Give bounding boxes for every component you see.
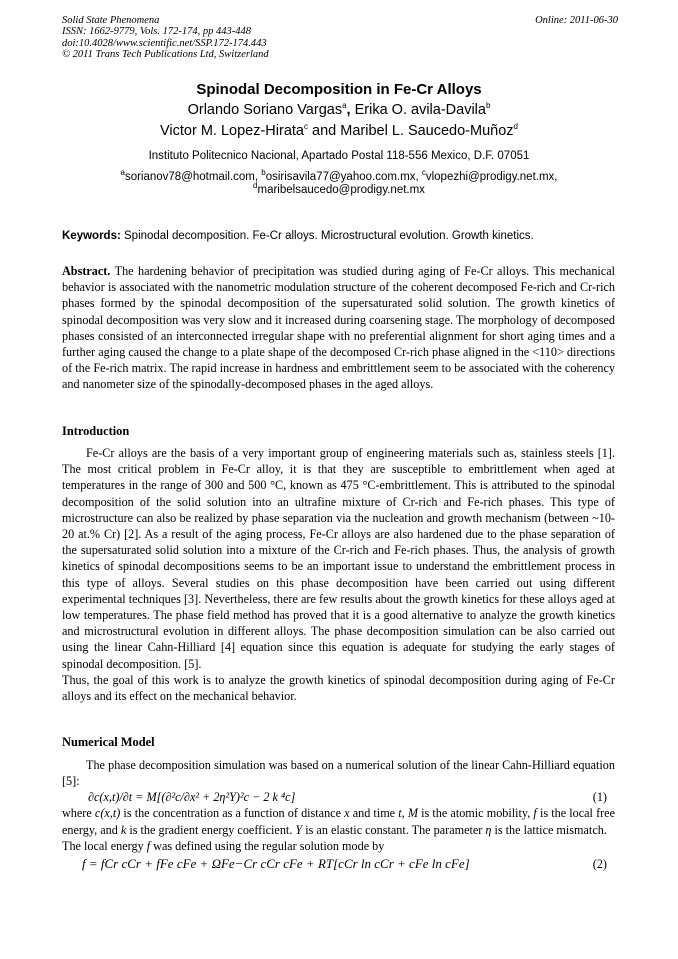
keywords-label: Keywords: [62,230,121,242]
introduction-body [62,445,615,704]
issn: ISSN: 1662-9779, Vols. 172-174, pp 443-448 [62,26,251,38]
emails: $^a$sorianov78@hotmail.com, $^b$osirisavila77@yahoo.com.mx, $^c$vlopezhi@prodigy.net.mx, $^d$maribelsaucedo@prodigy.net.mx [120,168,558,196]
author-4: Maribel L. Saucedo-Muñoz [340,123,514,139]
author-3: Victor M. Lopez-Hirata [160,123,304,139]
author-2: Erika O. avila-Davila [354,102,486,118]
numerical-model-body [62,757,615,876]
affiliation: Instituto Politecnico Nacional, Apartado Postal 118-556 Mexico, D.F. 07051 [148,150,530,162]
equation-1 [62,789,615,805]
online-date: Online: 2011-06-30 [535,15,618,26]
email-link[interactable]: maribelsaucedo@prodigy.net.mx [257,184,425,196]
equation-2-number: (2) [592,857,607,872]
equation-2-body: f = fCr cCr + fFe cFe + ΩFe−Cr cCr cFe + RT[cCr ln cCr + cFe ln cFe] [82,856,470,872]
authors-line-2: Victor M. Lopez-Hirata$^c$ and Maribel L. Saucedo-Muñoz$^d$ [160,122,518,139]
journal-header [62,15,618,61]
copyright: © 2011 Trans Tech Publications Ltd, Switzerland [62,49,269,61]
email-link[interactable]: vlopezhi@prodigy.net.mx, [425,171,558,183]
keywords [62,229,618,243]
title-block [0,80,678,197]
equation-1-number: (1) [592,790,607,805]
abstract [62,263,615,393]
numerical-model-heading: Numerical Model [62,735,155,749]
authors-line-1: Orlando Soriano Vargas$^a$, Erika O. avila-Davila$^b$ [187,101,491,118]
equation-2 [62,856,615,876]
abstract-text: The hardening behavior of precipitation was studied during aging of Fe-Cr alloys. This mechanical behavior is associated with the nanometric modulation structure of the coherent decomposed Fe-rich and Cr-rich phases formed by the spinodal decomposition of the supersaturated solid solution. The growth kinetics of spinodal decomposition was very slow and it increased during coarsening stage. The morphology of decomposed phases consisted of an interconnected irregular shape with no preferential alignment for short aging times and a further aging caused the change to a plate shape of the decomposed Cr-rich phase aligned in the <110> directions of the Fe-rich matrix. The rapid increase in hardness and embrittlement seem to be associated with the coherency and nanometer size of the spinodally-decomposed phases in the aged alloys. [62,264,616,392]
email-link[interactable]: osirisavila77@yahoo.com.mx, [265,171,419,183]
email-link[interactable]: sorianov78@hotmail.com, [124,171,259,183]
intro-paragraph-2: Thus, the goal of this work is to analyze the growth kinetics of spinodal decomposition during aging of Fe-Cr alloys and its effect on the mechanical behavior. [62,672,615,704]
equation-1-body: ∂c(x,t)/∂t = M[(∂²c/∂x² + 2η²Y)²c − 2 k ⁴c] [88,790,296,805]
keywords-text: Spinodal decomposition. Fe-Cr alloys. Microstructural evolution. Growth kinetics. [124,230,534,242]
author-1: Orlando Soriano Vargas [187,102,343,118]
nm-paragraph-1: The phase decomposition simulation was based on a numerical solution of the linear Cahn-Hilliard equation [5]: [62,758,615,789]
doi: doi:10.4028/www.scientific.net/SSP.172-174.443 [62,37,267,49]
introduction-heading: Introduction [62,424,130,438]
nm-where-paragraph: where c(x,t) is the concentration as a function of distance x and time t, M is the atomic mobility, f is the local free energy, and k is the gradient energy coefficient. Y is an elastic constant. The parameter η is the lattice mismatch. [62,806,616,837]
journal-name: Solid State Phenomena [62,15,160,26]
abstract-label: Abstract. [62,264,111,278]
paper-title: Spinodal Decomposition in Fe-Cr Alloys [196,81,482,98]
nm-local-energy-line: The local energy f was defined using the regular solution mode by [62,838,385,853]
intro-paragraph-1: Fe-Cr alloys are the basis of a very important group of engineering materials such as, stainless steels [1]. The most critical problem in Fe-Cr alloy, it is that they are susceptible to embrittlement when aged at temperatures in the range of 300 and 500 °C, known as 475 °C-embrittlement. This is attributed to the spinodal decomposition of the solid solution into an ultrafine mixture of Cr-rich and Fe-rich phases. This type of microstructure can also be realized by phase separation via the nucleation and growth mechanism (between ~10-20 at.% Cr) [2]. As a result of the aging process, Fe-Cr alloys are also hardened due to the phase separation of the supersaturated solid solution into a mixture of the Cr-rich and Fe-rich phases. Thus, the analysis of growth kinetics of spinodal decompositions seems to be an important issue to understand the embrittlement process in this type of alloys. Several studies on this phase decomposition have been carried out using different experimental techniques [3]. Nevertheless, there are few results about the growth kinetics for these alloys aged at low temperatures. The phase field method has proved that it is a good alternative to analyze the growth kinetics and microstructural evolution in different alloys. The phase decomposition simulation can be also carried out using the linear Cahn-Hilliard [4] equation since this equation is adequate for studying the early stages of spinodal decomposition. [5]. [62,446,615,671]
